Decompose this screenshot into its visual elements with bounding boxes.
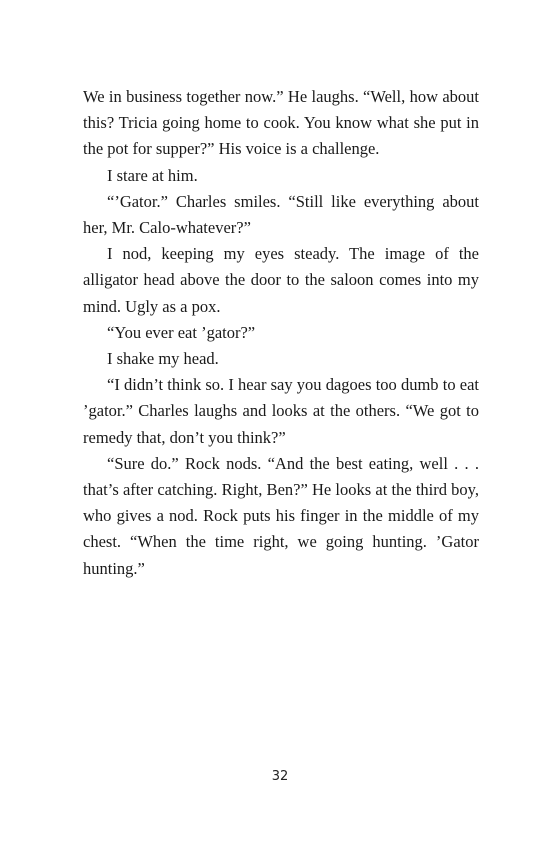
page-number: 32 [271,769,289,784]
paragraph: I shake my head. [107,349,219,369]
paragraph: “Sure do.” Rock nods. “And the best eating, well . . . that’s after catching. Right, Ben?” He looks at the third boy, who gives a nod. Rock puts his finger in the middle of my chest. “When the time right, we going hunting. ’Gator hunting.” [83,453,479,578]
paragraph: “I didn’t think so. I hear say you dagoes too dumb to eat ’gator.” Charles laughs and looks at the others. “We got to remedy that, don’t you think?” [83,375,479,447]
body-text [83,84,479,582]
paragraph: “’Gator.” Charles smiles. “Still like everything about her, Mr. Calo-whatever?” [83,191,479,238]
paragraph: We in business together now.” He laughs. “Well, how about this? Tricia going home to cook. You know what she put in the pot for supper?” His voice is a challenge. [83,87,479,159]
paragraph: I nod, keeping my eyes steady. The image of the alligator head above the door to the saloon comes into my mind. Ugly as a pox. [83,244,479,316]
paragraph: “You ever eat ’gator?” [107,322,256,342]
paragraph: I stare at him. [107,165,198,185]
